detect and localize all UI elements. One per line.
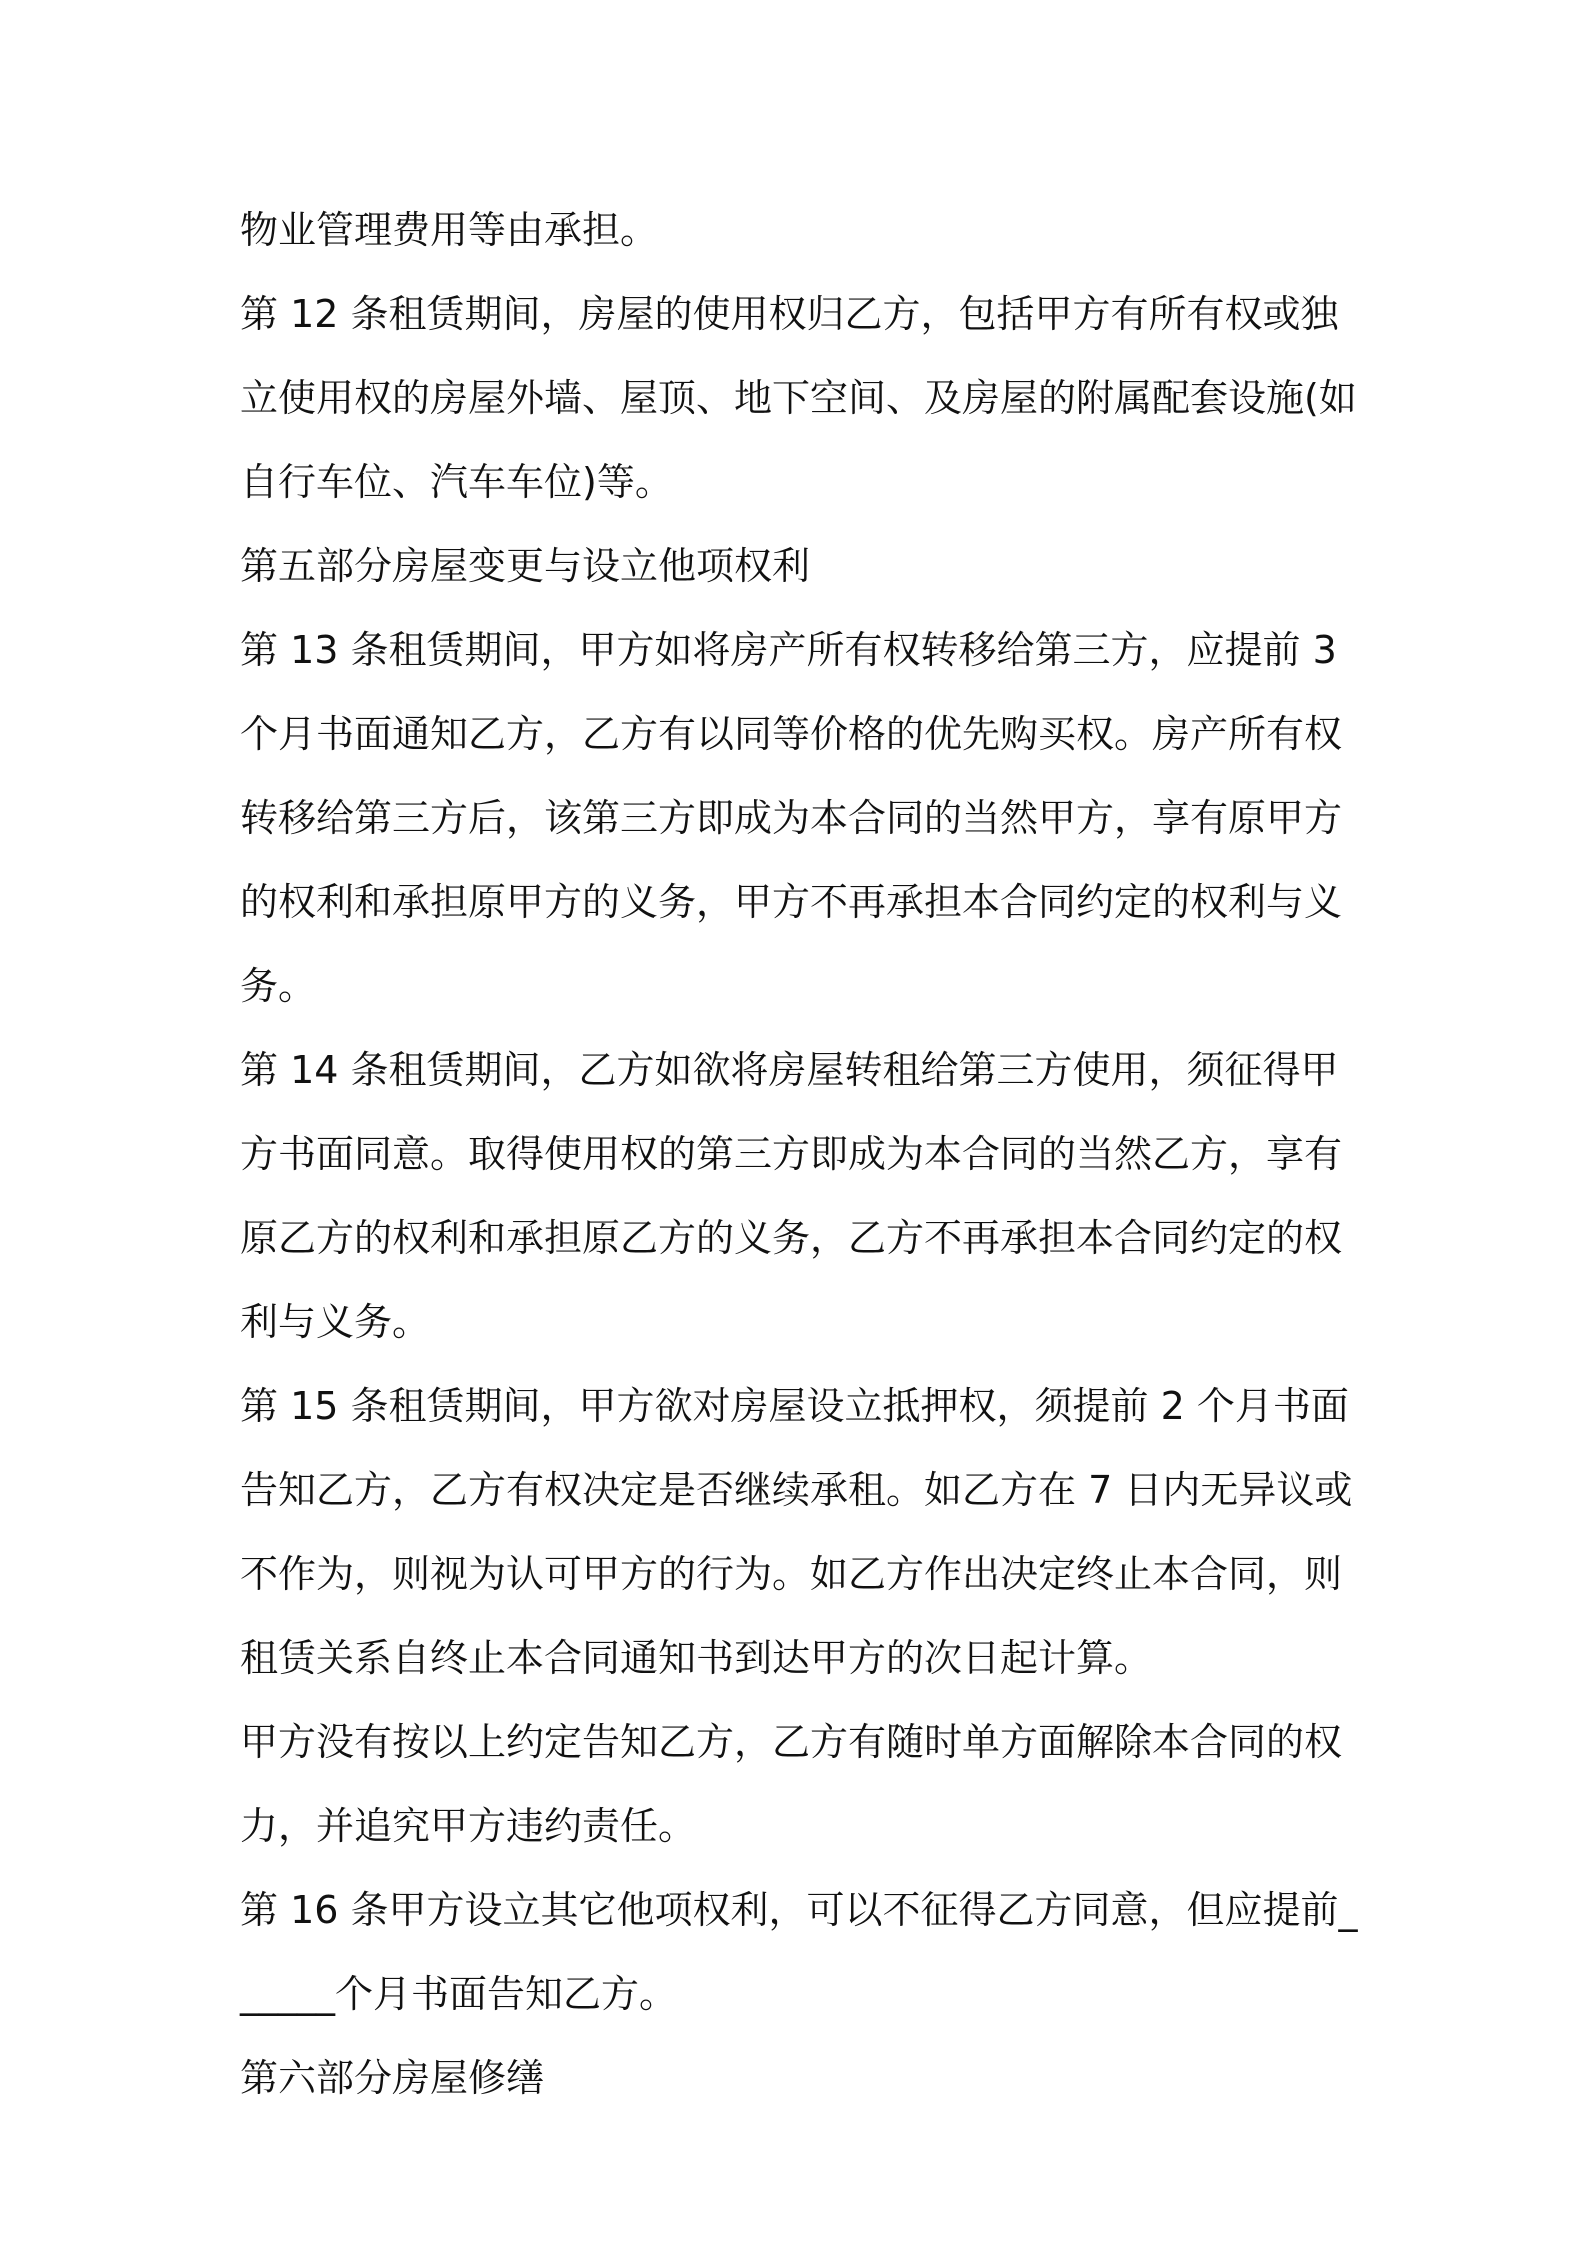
paragraph-notice-breach: 甲方没有按以上约定告知乙方，乙方有随时单方面解除本合同的权力，并追究甲方违约责任。 [240,1720,1343,1848]
document-body [240,188,1365,2120]
paragraph-fee-clause: 物业管理费用等由承担。 [240,208,659,252]
paragraph-article-15: 第 15 条租赁期间，甲方欲对房屋设立抵押权，须提前 2 个月书面告知乙方，乙方有权决定是否继续承租。如乙方在 7 日内无异议或不作为，则视为认可甲方的行为。如乙方作出决定终止本合同，则租赁关系自终止本合同通知书到达甲方的次日起计算。 [240,1384,1353,1680]
section-heading-part-5: 第五部分房屋变更与设立他项权利 [240,544,811,588]
paragraph-article-13: 第 13 条租赁期间，甲方如将房产所有权转移给第三方，应提前 3 个月书面通知乙方，乙方有以同等价格的优先购买权。房产所有权转移给第三方后，该第三方即成为本合同的当然甲方，享有原甲方的权利和承担原甲方的义务，甲方不再承担本合同约定的权利与义务。 [240,628,1343,1008]
paragraph-article-16: 第 16 条甲方设立其它他项权利，可以不征得乙方同意，但应提前______个月书面告知乙方。 [240,1888,1358,2016]
section-heading-part-6: 第六部分房屋修缮 [240,2056,545,2100]
paragraph-article-14: 第 14 条租赁期间，乙方如欲将房屋转租给第三方使用，须征得甲方书面同意。取得使用权的第三方即成为本合同的当然乙方，享有原乙方的权利和承担原乙方的义务，乙方不再承担本合同约定的权利与义务。 [240,1048,1343,1344]
paragraph-article-12: 第 12 条租赁期间，房屋的使用权归乙方，包括甲方有所有权或独立使用权的房屋外墙、屋顶、地下空间、及房屋的附属配套设施(如自行车位、汽车车位)等。 [240,292,1357,504]
